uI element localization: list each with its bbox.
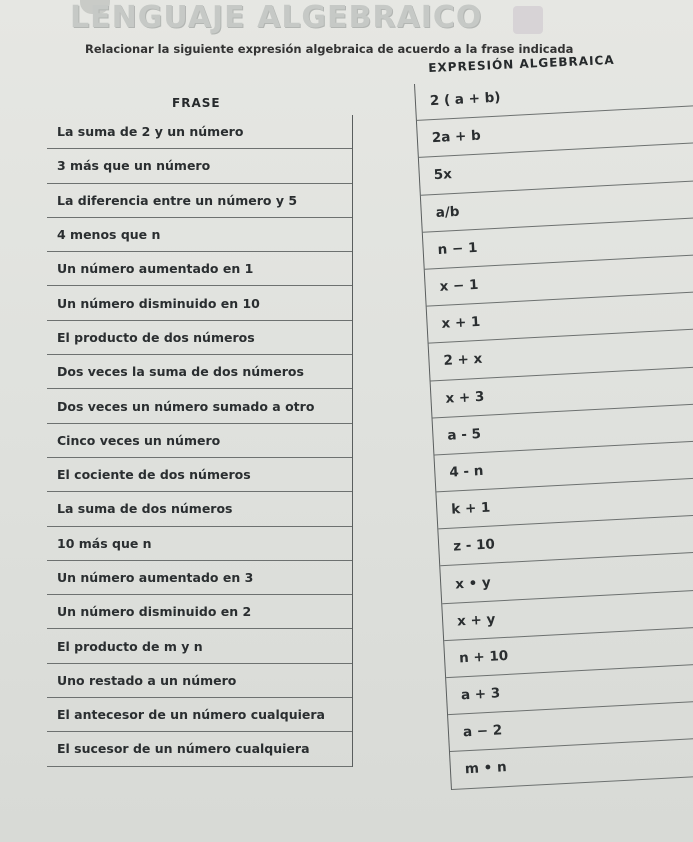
- frase-row: Un número aumentado en 1: [47, 252, 352, 286]
- frase-row: El cociente de dos números: [47, 458, 352, 492]
- expresion-row: a/b: [421, 181, 693, 233]
- frase-row: El producto de dos números: [47, 321, 352, 355]
- expresion-row: x + 3: [431, 366, 693, 418]
- frase-row: El producto de m y n: [47, 629, 352, 663]
- expresion-row: z - 10: [438, 515, 693, 567]
- expresion-row: x • y: [440, 552, 693, 604]
- expresion-row: 2 ( a + b): [415, 69, 693, 121]
- expresion-row: 2 + x: [429, 329, 693, 381]
- frase-row: La diferencia entre un número y 5: [47, 184, 352, 218]
- expresion-row: x + y: [442, 589, 693, 641]
- instructions-text: Relacionar la siguiente expresión algebraica de acuerdo a la frase indicada: [85, 42, 574, 56]
- frase-row: 4 menos que n: [47, 218, 352, 252]
- frase-row: 10 más que n: [47, 527, 352, 561]
- frase-row: 3 más que un número: [47, 149, 352, 183]
- expresion-row: x − 1: [425, 255, 693, 307]
- frase-row: La suma de 2 y un número: [47, 115, 352, 149]
- expresion-row: m • n: [450, 738, 693, 790]
- expresion-row: k + 1: [436, 478, 693, 530]
- frase-row: Uno restado a un número: [47, 664, 352, 698]
- expresiones-table: [414, 69, 693, 789]
- frase-row: Cinco veces un número: [47, 424, 352, 458]
- expresion-row: a − 2: [448, 701, 693, 753]
- expresion-row: n − 1: [423, 218, 693, 270]
- frase-row: El antecesor de un número cualquiera: [47, 698, 352, 732]
- frase-row: La suma de dos números: [47, 492, 352, 526]
- expresion-row: 5x: [419, 144, 693, 196]
- column-header-expresion: EXPRESIÓN ALGEBRAICA: [428, 52, 615, 75]
- frase-row: Un número aumentado en 3: [47, 561, 352, 595]
- column-header-frase: FRASE: [172, 96, 221, 110]
- page-title: LENGUAJE ALGEBRAICO: [70, 0, 483, 35]
- expresion-row: 2a + b: [417, 106, 693, 158]
- expresion-row: a - 5: [433, 404, 693, 456]
- frases-table: [47, 115, 353, 767]
- decorative-shape: [513, 6, 543, 34]
- expresion-row: a + 3: [446, 664, 693, 716]
- expresion-row: n + 10: [444, 626, 693, 678]
- frase-row: Dos veces la suma de dos números: [47, 355, 352, 389]
- frase-row: Un número disminuido en 2: [47, 595, 352, 629]
- frase-row: El sucesor de un número cualquiera: [47, 732, 352, 766]
- expresion-row: 4 - n: [434, 441, 693, 493]
- frase-row: Dos veces un número sumado a otro: [47, 389, 352, 423]
- expresion-row: x + 1: [427, 292, 693, 344]
- frase-row: Un número disminuido en 10: [47, 286, 352, 320]
